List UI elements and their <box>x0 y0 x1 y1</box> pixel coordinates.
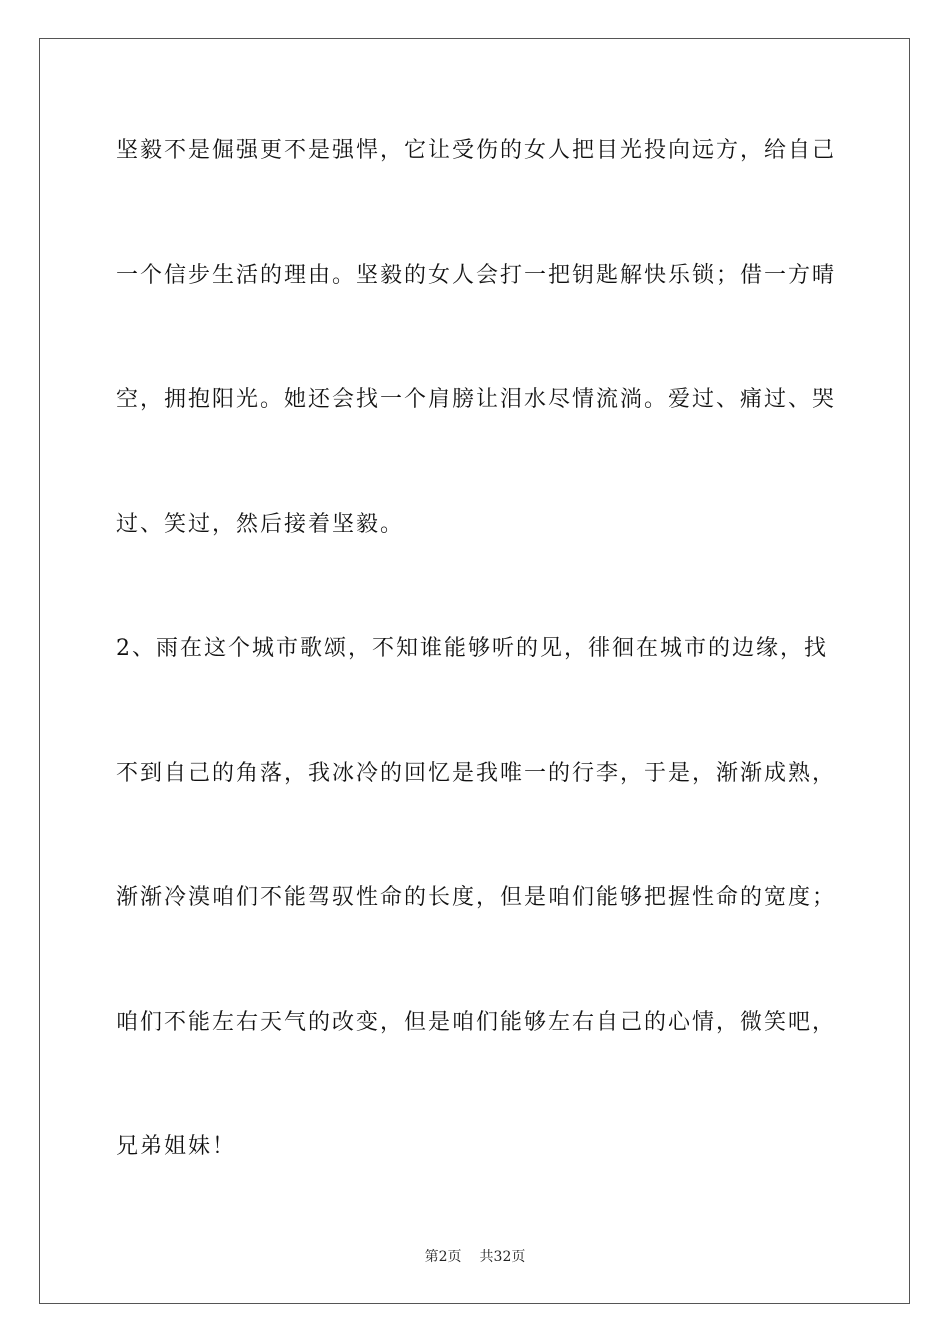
body-text-line-5: 2、雨在这个城市歌颂，不知谁能够听的见，徘徊在城市的边缘，找 <box>116 636 828 661</box>
body-text-line-8: 咱们不能左右天气的改变，但是咱们能够左右自己的心情，微笑吧， <box>116 1010 837 1035</box>
body-text-line-4: 过、笑过，然后接着坚毅。 <box>116 512 405 537</box>
page-number: 第2页 <box>424 1249 462 1265</box>
page-footer <box>0 1247 950 1267</box>
body-text-line-2: 一个信步生活的理由。坚毅的女人会打一把钥匙解快乐锁；借一方晴 <box>116 263 837 288</box>
body-text-line-3: 空，拥抱阳光。她还会找一个肩膀让泪水尽情流淌。爱过、痛过、哭 <box>116 387 837 412</box>
body-text-line-9: 兄弟姐妹！ <box>116 1134 237 1159</box>
body-text-line-1: 坚毅不是倔强更不是强悍，它让受伤的女人把目光投向远方，给自己 <box>116 138 837 163</box>
body-text-line-7: 渐渐冷漠咱们不能驾驭性命的长度，但是咱们能够把握性命的宽度； <box>116 885 837 910</box>
page-total: 共32页 <box>479 1249 526 1265</box>
page-border <box>39 38 910 1304</box>
body-text-line-6: 不到自己的角落，我冰冷的回忆是我唯一的行李，于是，渐渐成熟， <box>116 761 837 786</box>
